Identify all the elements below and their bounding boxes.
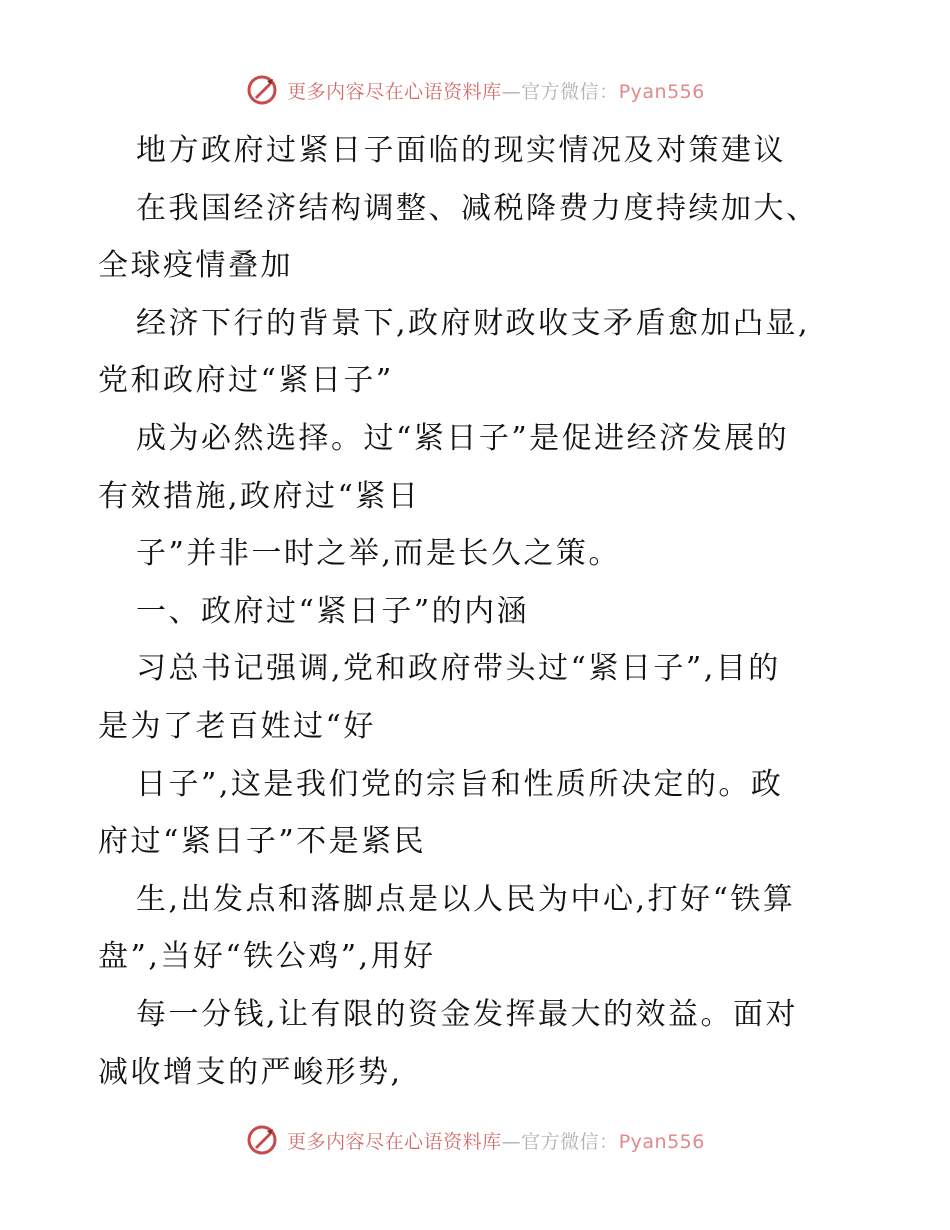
text-line: 党和政府过“紧日子”	[98, 363, 394, 399]
section-heading: 一、政府过“紧日子”的内涵	[136, 593, 530, 629]
footer-watermark	[0, 1120, 950, 1160]
watermark-dash: —	[501, 80, 522, 103]
text-line: 经济下行的背景下,政府财政收支矛盾愈加凸显,	[136, 305, 811, 341]
text-line: 成为必然选择。过“紧日子”是促进经济发展的	[136, 420, 790, 456]
text-line: 子”并非一时之举,而是长久之策。	[136, 536, 621, 572]
text-line: 府过“紧日子”不是紧民	[98, 824, 427, 860]
watermark-text	[287, 1127, 705, 1154]
text-line: 盘”,当好“铁公鸡”,用好	[98, 939, 436, 975]
quill-logo-icon	[245, 1123, 279, 1157]
watermark-account: Pyan556	[618, 1130, 705, 1153]
text-line: 生,出发点和落脚点是以人民为中心,打好“铁算	[136, 881, 796, 917]
header-watermark	[0, 70, 950, 110]
watermark-text	[287, 77, 705, 104]
text-line: 是为了老百姓过“好	[98, 708, 376, 744]
text-line: 全球疫情叠加	[98, 248, 293, 284]
document-body	[98, 122, 853, 1101]
watermark-dash: —	[501, 1130, 522, 1153]
text-line: 习总书记强调,党和政府带头过“紧日子”,目的	[136, 651, 781, 687]
text-line: 有效措施,政府过“紧日	[98, 478, 421, 514]
watermark-label: 官方微信：	[521, 1130, 619, 1153]
text-line: 减收增支的严峻形势,	[98, 1054, 403, 1090]
watermark-label: 官方微信：	[521, 80, 619, 103]
watermark-site: 更多内容尽在心语资料库	[287, 1130, 502, 1153]
watermark-account: Pyan556	[618, 80, 705, 103]
document-title: 地方政府过紧日子面临的现实情况及对策建议	[136, 133, 786, 168]
watermark-site: 更多内容尽在心语资料库	[287, 80, 502, 103]
text-line: 在我国经济结构调整、减税降费力度持续加大、	[136, 190, 819, 226]
text-line: 每一分钱,让有限的资金发挥最大的效益。面对	[136, 996, 799, 1032]
text-line: 日子”,这是我们党的宗旨和性质所决定的。政	[136, 766, 784, 802]
quill-logo-icon	[245, 73, 279, 107]
